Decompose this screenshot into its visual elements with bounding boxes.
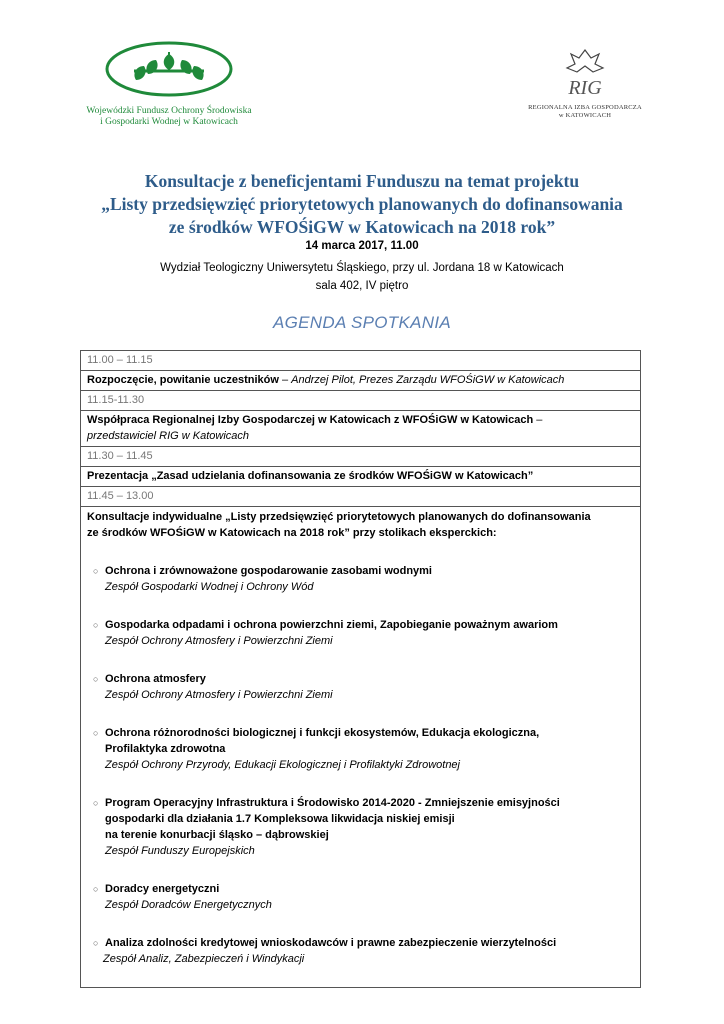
slot1-speaker: Andrzej Pilot, Prezes Zarządu WFOŚiGW w Katowicach bbox=[291, 374, 565, 386]
bullet-icon: ○ bbox=[93, 728, 99, 738]
slot1-title: Rozpoczęcie, powitanie uczestników bbox=[87, 374, 279, 386]
slot4-time: 11.45 – 13.00 bbox=[81, 487, 641, 507]
slot3-item bbox=[81, 467, 641, 487]
rig-monogram: RIG bbox=[568, 77, 602, 99]
fund-name-line2: i Gospodarki Wodnej w Katowicach bbox=[100, 117, 238, 127]
group-team: Zespół Ochrony Przyrody, Edukacji Ekologicznej i Profilaktyki Zdrowotnej bbox=[105, 759, 460, 771]
group-atmosphere bbox=[87, 671, 634, 703]
group-heading-cont2: na terenie konurbacji śląsko – dąbrowskiej bbox=[105, 829, 329, 841]
group-water bbox=[87, 563, 634, 595]
group-team: Zespół Funduszy Europejskich bbox=[105, 845, 255, 857]
bullet-icon: ○ bbox=[93, 620, 99, 630]
group-team: Zespół Doradców Energetycznych bbox=[105, 899, 272, 911]
slot3-title: Prezentacja „Zasad udzielania dofinansowania ze środków WFOŚiGW w Katowicach” bbox=[87, 470, 534, 482]
group-heading: Ochrona różnorodności biologicznej i funkcji ekosystemów, Edukacja ekologiczna, bbox=[105, 727, 540, 739]
rig-name-line1: REGIONALNA IZBA GOSPODARCZA bbox=[528, 104, 642, 111]
group-eu-funds bbox=[87, 795, 634, 859]
slot2-item bbox=[81, 411, 641, 447]
bullet-icon: ○ bbox=[93, 566, 99, 576]
group-heading: Gospodarka odpadami i ochrona powierzchni ziemi, Zapobieganie poważnym awariom bbox=[105, 619, 558, 631]
slot2-title: Współpraca Regionalnej Izby Gospodarczej w Katowicach z WFOŚiGW w Katowicach bbox=[87, 414, 534, 426]
slot2-speaker: przedstawiciel RIG w Katowicach bbox=[87, 430, 250, 442]
rig-logo bbox=[510, 46, 660, 120]
rig-name-line2: w KATOWICACH bbox=[558, 112, 612, 119]
group-team: Zespół Ochrony Atmosfery i Powierzchni Ziemi bbox=[105, 635, 333, 647]
group-heading-cont: gospodarki dla działania 1.7 Kompleksowa likwidacja niskiej emisji bbox=[105, 813, 455, 825]
slot2-time: 11.15-11.30 bbox=[81, 391, 641, 411]
place-line1: Wydział Teologiczny Uniwersytetu Śląskiego, przy ul. Jordana 18 w Katowicach bbox=[160, 262, 564, 274]
slot3-time: 11.30 – 11.45 bbox=[81, 447, 641, 467]
slot1-item bbox=[81, 371, 641, 391]
group-heading: Doradcy energetyczni bbox=[105, 883, 220, 895]
group-heading-cont: Profilaktyka zdrowotna bbox=[105, 743, 226, 755]
title-line1: Konsultacje z beneficjentami Funduszu na temat projektu bbox=[144, 171, 580, 191]
rig-emblem bbox=[555, 46, 615, 102]
event-place bbox=[0, 259, 724, 295]
title-line2: „Listy przedsięwzięć priorytetowych planowanych do dofinansowania bbox=[101, 194, 623, 214]
agenda-heading: AGENDA SPOTKANIA bbox=[273, 313, 451, 332]
group-team: Zespół Ochrony Atmosfery i Powierzchni Ziemi bbox=[105, 689, 333, 701]
slot2-dash: – bbox=[533, 414, 543, 426]
wfosigw-logo bbox=[84, 40, 254, 128]
group-heading: Program Operacyjny Infrastruktura i Środowisko 2014-2020 - Zmniejszenie emisyjności bbox=[105, 797, 560, 809]
group-team: Zespół Analiz, Zabezpieczeń i Windykacji bbox=[103, 953, 305, 965]
title-line3: ze środków WFOŚiGW w Katowicach na 2018 rok” bbox=[168, 217, 556, 237]
bullet-icon: ○ bbox=[93, 798, 99, 808]
agenda-table bbox=[80, 350, 641, 988]
slot4-item bbox=[81, 507, 641, 988]
place-line2: sala 402, IV piętro bbox=[315, 280, 409, 292]
group-energy bbox=[87, 881, 634, 913]
slot1-dash: – bbox=[278, 374, 292, 386]
group-heading: Analiza zdolności kredytowej wnioskodawców i prawne zabezpieczenie wierzytelności bbox=[105, 937, 557, 949]
slot1-time: 11.00 – 11.15 bbox=[81, 351, 641, 371]
group-heading: Ochrona atmosfery bbox=[105, 673, 206, 685]
group-credit bbox=[87, 935, 634, 967]
fund-name-line1: Wojewódzki Fundusz Ochrony Środowiska bbox=[86, 106, 252, 116]
event-date: 14 marca 2017, 11.00 bbox=[305, 240, 419, 252]
bullet-icon: ○ bbox=[93, 938, 99, 948]
group-waste bbox=[87, 617, 634, 649]
fund-leaf-emblem bbox=[104, 40, 234, 98]
page-title bbox=[0, 170, 724, 239]
bullet-icon: ○ bbox=[93, 884, 99, 894]
group-team: Zespół Gospodarki Wodnej i Ochrony Wód bbox=[105, 581, 314, 593]
bullet-icon: ○ bbox=[93, 674, 99, 684]
group-biodiversity bbox=[87, 725, 634, 773]
slot4-intro1: Konsultacje indywidualne „Listy przedsięwzięć priorytetowych planowanych do dofinansowania bbox=[87, 511, 591, 523]
group-heading: Ochrona i zrównoważone gospodarowanie zasobami wodnymi bbox=[105, 565, 432, 577]
slot4-intro2: ze środków WFOŚiGW w Katowicach na 2018 rok” przy stolikach eksperckich: bbox=[87, 527, 497, 539]
